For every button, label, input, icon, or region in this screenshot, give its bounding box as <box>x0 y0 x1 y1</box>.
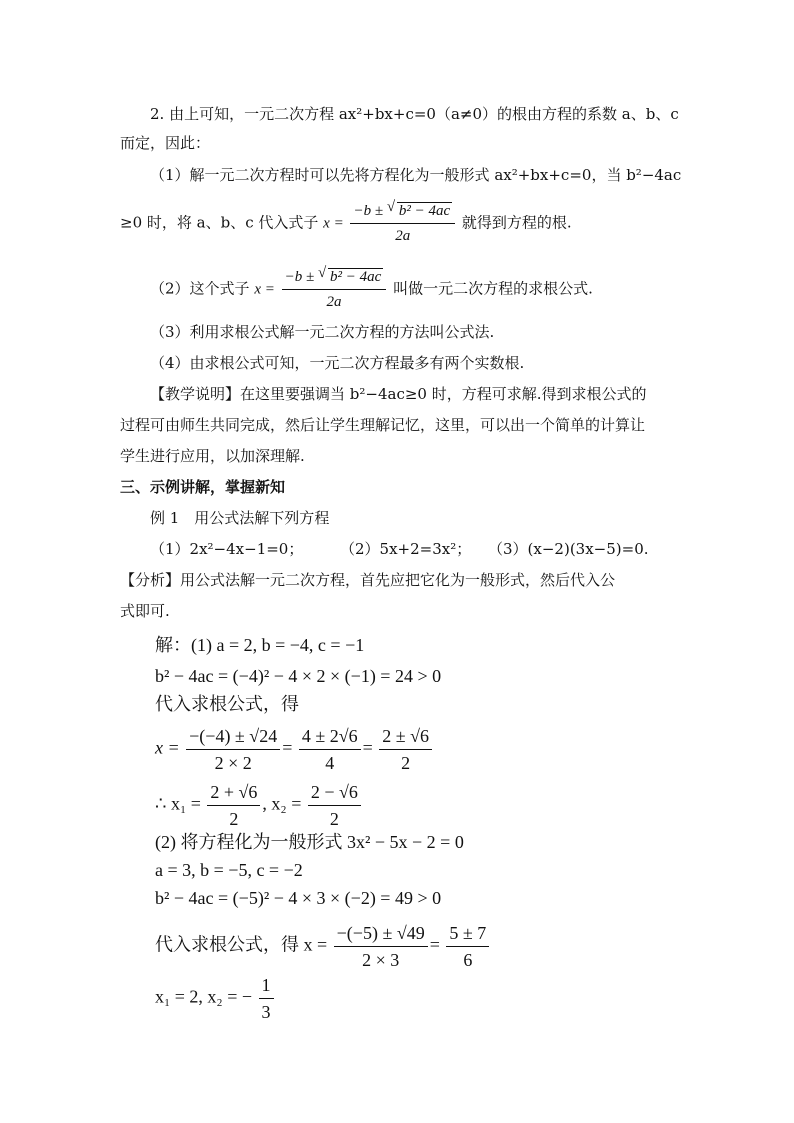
fraction-1a-den: 2 × 2 <box>214 753 252 773</box>
root-1a-num: 2 + √6 <box>207 780 260 806</box>
exercise-1: （1）2x²−4x−1=0； <box>150 540 304 558</box>
solution-formula-2: 代入求根公式，得 x = $\frac{-(-5) \pm √49}{2 \times 3}$ = $\frac{5 \pm 7}{6}$ <box>155 921 491 972</box>
solution-formula-1: x = $\frac{-(-4) \pm √24}{2 \times 2}$ = $\frac{4 \pm 2√6}{4}$ = $\frac{2 \pm √6}{2}$ <box>155 724 434 775</box>
item-2 <box>150 266 593 313</box>
formula-numerator: −b ± <box>353 203 387 219</box>
root-1b <box>308 780 361 831</box>
root-1b-num: 2 − √6 <box>308 780 361 806</box>
fraction-1a-num: −(−4) ± √24 <box>186 724 280 750</box>
roots-2-prefix: x₁ = 2, x₂ = − <box>155 986 253 1007</box>
solution-step-1: 解：(1) a = 2, b = −4, c = −1 <box>155 635 365 655</box>
fraction-2a-den: 2 × 3 <box>362 950 400 970</box>
item-2-suffix: 叫做一元二次方程的求根公式. <box>393 279 593 298</box>
analysis-line1: 【分析】用公式法解一元二次方程，首先应把它化为一般形式，然后代入公 <box>120 571 616 589</box>
example-title: 例 1 用公式法解下列方程 <box>150 509 330 527</box>
fraction-1a <box>186 724 280 775</box>
solution-roots-2 <box>155 973 276 1024</box>
item-1-line2 <box>120 200 572 247</box>
root-2b-den: 3 <box>261 1002 271 1022</box>
solution-coefficients-2: a = 3, b = −5, c = −2 <box>155 860 303 880</box>
exercise-2: （2）5x+2=3x²； <box>340 540 472 558</box>
section-heading: 三、示例讲解，掌握新知 <box>120 478 286 496</box>
solution-discriminant-2: b² − 4ac = (−5)² − 4 × 3 × (−2) = 49 > 0 <box>155 888 442 908</box>
x-equals: x = <box>155 737 180 758</box>
fraction-1c <box>379 724 432 775</box>
formula-numerator-2: −b ± <box>284 269 318 285</box>
radical-icon: √ <box>318 265 327 281</box>
formula-lhs-2: x = <box>254 281 275 298</box>
item-1-line1: （1）解一元二次方程时可以先将方程化为一般形式 ax²+bx+c=0，当 b²−4ac <box>150 166 682 184</box>
fraction-1b <box>299 724 361 775</box>
formula-denominator: 2a <box>395 228 411 244</box>
fraction-1c-den: 2 <box>401 753 411 773</box>
solution-discriminant-1: b² − 4ac = (−4)² − 4 × 2 × (−1) = 24 > 0 <box>155 666 442 686</box>
formula-denominator-2: 2a <box>326 294 342 310</box>
root-2b-num: 1 <box>259 973 274 999</box>
exercise-3: （3）(x−2)(3x−5)=0. <box>488 540 649 558</box>
fraction-2b <box>446 921 489 972</box>
root-1a-den: 2 <box>229 809 239 829</box>
root-1b-den: 2 <box>329 809 339 829</box>
fraction-1b-num: 4 ± 2√6 <box>299 724 361 750</box>
paragraph-2-line2: 而定，因此： <box>120 134 211 152</box>
formula-radicand: b² − 4ac <box>398 203 451 219</box>
formula-lhs: x = <box>323 215 344 232</box>
solution-substitute-1: 代入求根公式，得 <box>155 694 299 714</box>
fraction-1c-num: 2 ± √6 <box>379 724 432 750</box>
fraction-2b-den: 6 <box>463 950 473 970</box>
quadratic-formula <box>350 200 455 247</box>
item-1-line2-prefix: ≥0 时，将 a、b、c 代入式子 <box>120 213 319 232</box>
item-3: （3）利用求根公式解一元二次方程的方法叫公式法. <box>150 323 495 341</box>
solution-roots-1 <box>155 780 363 831</box>
fraction-2a <box>334 921 428 972</box>
quadratic-formula-2 <box>282 266 387 313</box>
root-1a <box>207 780 260 831</box>
analysis-line2: 式即可. <box>120 602 170 620</box>
formula-radicand-2: b² − 4ac <box>330 269 382 285</box>
fraction-2b-num: 5 ± 7 <box>446 921 489 947</box>
item-1-line2-suffix: 就得到方程的根. <box>461 213 572 232</box>
teaching-note-line3: 学生进行应用，以加深理解. <box>120 447 305 465</box>
substitute-2-prefix: 代入求根公式，得 x = <box>155 934 328 955</box>
teaching-note-line1: 【教学说明】在这里要强调当 b²−4ac≥0 时，方程可求解.得到求根公式的 <box>150 385 647 403</box>
root-2b <box>259 973 274 1024</box>
roots-1-prefix: ∴ x₁ = <box>155 793 201 814</box>
fraction-2a-num: −(−5) ± √49 <box>334 921 428 947</box>
item-4: （4）由求根公式可知，一元二次方程最多有两个实数根. <box>150 354 525 372</box>
radical-icon: √ <box>386 199 396 215</box>
item-2-prefix: （2）这个式子 <box>150 279 250 298</box>
paragraph-2-line1: 2. 由上可知，一元二次方程 ax²+bx+c=0（a≠0）的根由方程的系数 a、b、c <box>150 105 679 123</box>
teaching-note-line2: 过程可由师生共同完成，然后让学生理解记忆，这里，可以出一个简单的计算让 <box>120 416 646 434</box>
roots-1-mid: , x₂ = <box>262 793 302 814</box>
fraction-1b-den: 4 <box>325 753 335 773</box>
solution-step-2: (2) 将方程化为一般形式 3x² − 5x − 2 = 0 <box>155 832 464 852</box>
